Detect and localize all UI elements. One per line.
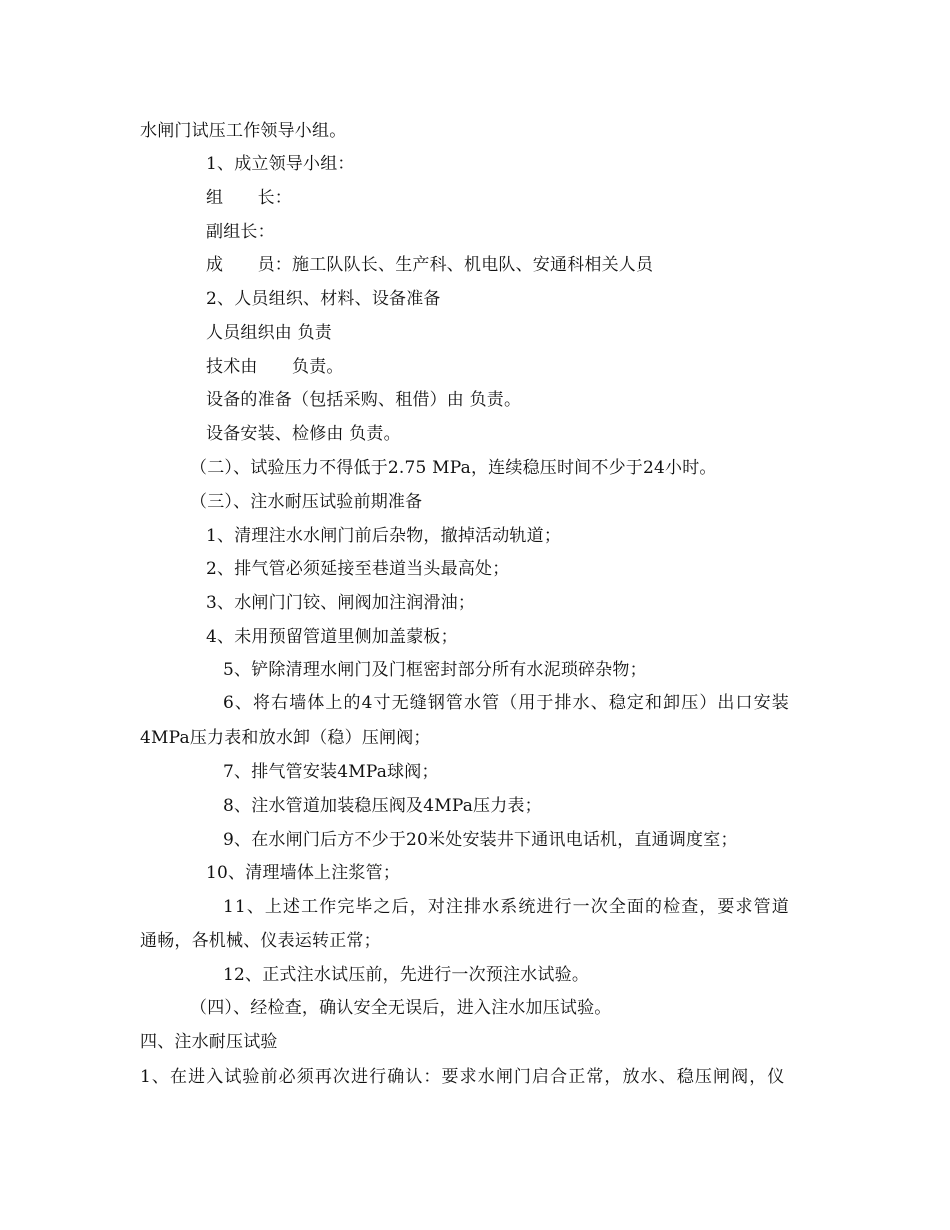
text-line: 设备的准备（包括采购、租借）由 负责。: [206, 390, 522, 410]
text-line: 1、在进入试验前必须再次进行确认：要求水闸门启合正常，放水、稳压闸阀，仪: [140, 1067, 786, 1087]
text-line: 2、排气管必须延接至巷道当头最高处；: [206, 559, 510, 579]
text-line: 成 员：施工队队长、生产科、机电队、安通科相关人员: [206, 255, 654, 275]
text-line: 7、排气管安装4MPa球阀；: [223, 762, 439, 782]
text-line: 3、水闸门门铰、闸阀加注润滑油；: [206, 593, 476, 613]
text-line: （二）、试验压力不得低于2.75 MPa，连续稳压时间不少于24小时。: [190, 458, 717, 478]
text-line: 6、将右墙体上的4寸无缝钢管水管（用于排水、稳定和卸压）出口安装: [223, 693, 790, 713]
text-line: 人员组织由 负责: [206, 323, 333, 343]
text-line: （三）、注水耐压试验前期准备: [190, 492, 423, 512]
text-line: 四、注水耐压试验: [140, 1032, 278, 1052]
text-line: 10、清理墙体上注浆管；: [206, 863, 401, 883]
text-line: 4MPa压力表和放水卸（稳）压闸阀；: [140, 728, 431, 748]
text-line: 组 长：: [206, 188, 292, 208]
text-line: 11、上述工作完毕之后，对注排水系统进行一次全面的检查，要求管道: [223, 897, 790, 917]
text-line: 12、正式注水试压前，先进行一次预注水试验。: [223, 965, 590, 985]
text-line: 通畅，各机械、仪表运转正常；: [140, 931, 381, 951]
text-line: 技术由 负责。: [206, 357, 344, 377]
text-line: 4、未用预留管道里侧加盖蒙板；: [206, 627, 458, 647]
text-line: 8、注水管道加装稳压阀及4MPa压力表；: [223, 796, 542, 816]
text-line: 9、在水闸门后方不少于20米处安装井下通讯电话机，直通调度室；: [223, 830, 738, 850]
text-line: 1、成立领导小组：: [206, 154, 355, 174]
text-line: 设备安装、检修由 负责。: [206, 424, 401, 444]
text-line: 2、人员组织、材料、设备准备: [206, 289, 441, 309]
text-line: 1、清理注水水闸门前后杂物，撤掉活动轨道；: [206, 526, 562, 546]
text-line: 副组长：: [206, 222, 275, 242]
text-line: 水闸门试压工作领导小组。: [140, 121, 347, 141]
text-line: 5、铲除清理水闸门及门框密封部分所有水泥琐碎杂物；: [223, 660, 647, 680]
text-line: （四）、经检查，确认安全无误后，进入注水加压试验。: [190, 998, 612, 1018]
